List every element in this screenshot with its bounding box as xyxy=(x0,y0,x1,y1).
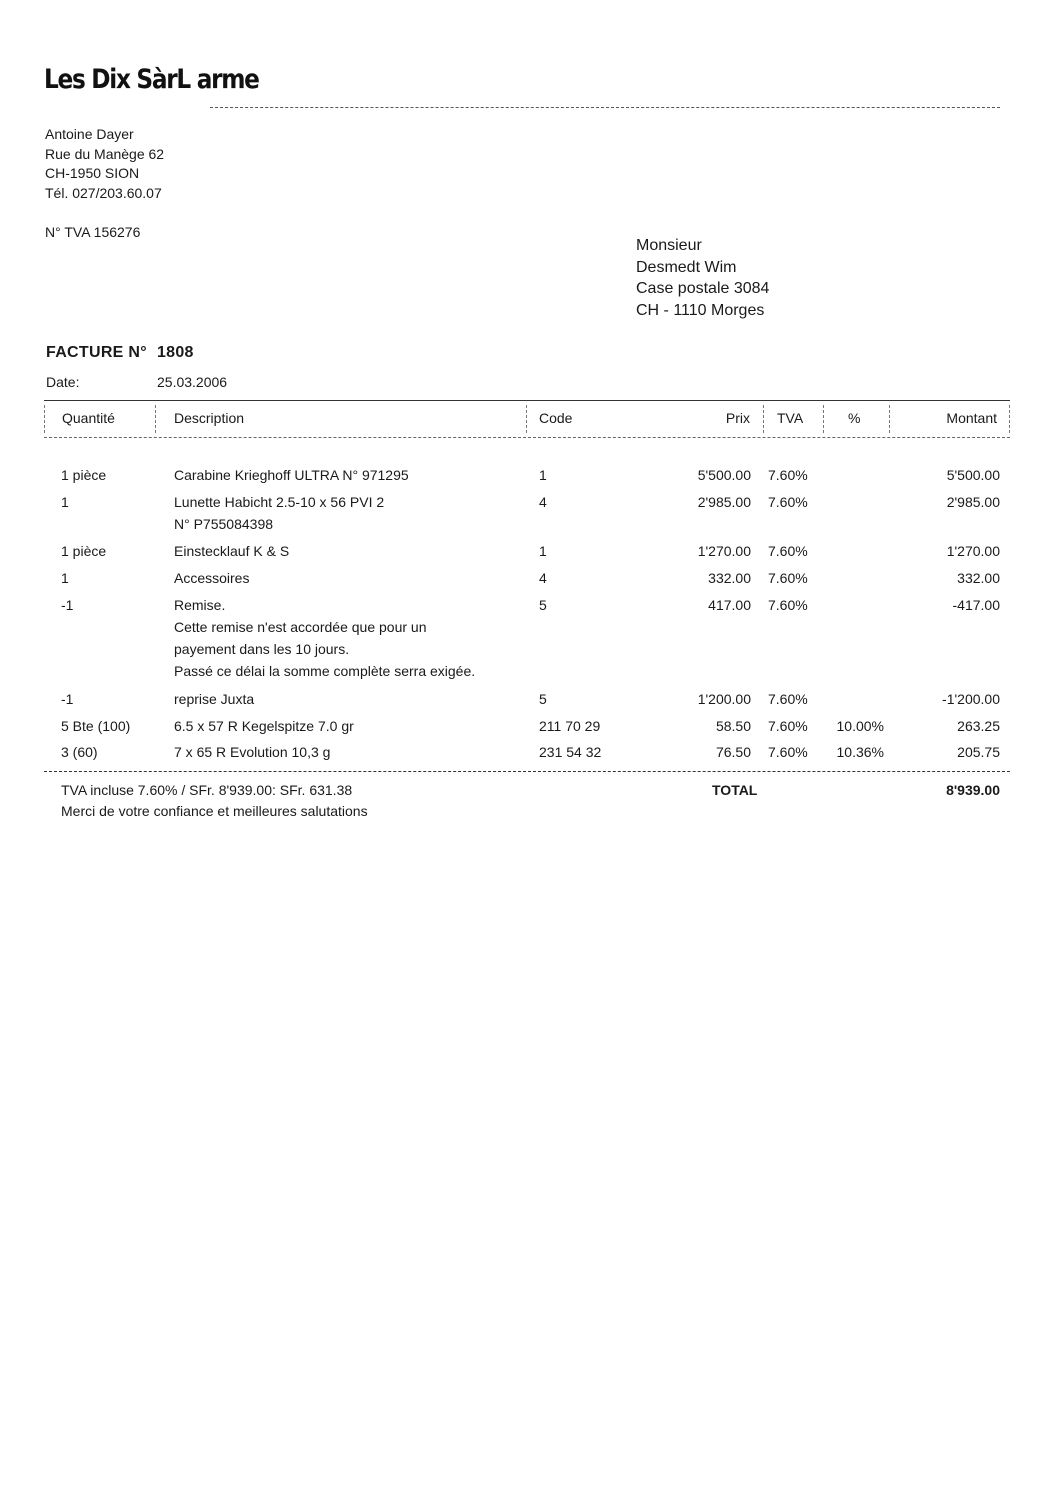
sender-name: Antoine Dayer xyxy=(45,126,134,142)
line-percent: 10.00% xyxy=(836,718,884,734)
vat-note: TVA incluse 7.60% / SFr. 8'939.00: SFr. 631.38 xyxy=(61,782,353,798)
sender-address xyxy=(45,125,164,203)
line-quantity: 1 xyxy=(61,570,69,586)
line-description: Remise. xyxy=(174,597,226,613)
line-amount: 1'270.00 xyxy=(946,543,1000,559)
line-amount: 332.00 xyxy=(957,570,1000,586)
line-vat: 7.60% xyxy=(768,597,808,613)
line-quantity: 1 xyxy=(61,494,69,510)
header-price: Prix xyxy=(725,410,750,426)
column-separator xyxy=(526,405,527,433)
line-vat: 7.60% xyxy=(768,543,808,559)
line-amount: -417.00 xyxy=(952,597,1000,613)
line-description: Accessoires xyxy=(174,570,250,586)
line-code: 211 70 29 xyxy=(539,718,601,734)
line-code: 5 xyxy=(539,597,547,613)
line-description: Lunette Habicht 2.5-10 x 56 PVI 2 xyxy=(174,494,385,510)
line-description: 6.5 x 57 R Kegelspitze 7.0 gr xyxy=(174,718,354,734)
header-vat: TVA xyxy=(777,410,804,426)
line-price: 1'270.00 xyxy=(697,543,751,559)
line-vat: 7.60% xyxy=(768,718,808,734)
line-code: 231 54 32 xyxy=(539,744,602,760)
line-amount: 2'985.00 xyxy=(946,494,1000,510)
line-quantity: 1 pièce xyxy=(61,467,107,483)
recipient-city: CH - 1110 Morges xyxy=(636,301,765,319)
line-description: Passé ce délai la somme complète serra exigée. xyxy=(174,663,476,679)
line-price: 58.50 xyxy=(715,718,751,734)
thanks-note: Merci de votre confiance et meilleures salutations xyxy=(61,803,368,819)
line-quantity: 1 pièce xyxy=(61,543,107,559)
line-price: 5'500.00 xyxy=(697,467,751,483)
sender-city: CH-1950 SION xyxy=(45,165,140,181)
invoice-date: 25.03.2006 xyxy=(157,374,228,390)
line-amount: -1'200.00 xyxy=(942,691,1000,707)
line-code: 1 xyxy=(539,543,547,559)
invoice-title xyxy=(46,344,194,362)
invoice-number: 1808 xyxy=(156,344,194,361)
line-description: Carabine Krieghoff ULTRA N° 971295 xyxy=(174,467,409,483)
table-bottom-divider xyxy=(44,771,1010,772)
line-vat: 7.60% xyxy=(768,744,808,760)
line-price: 1'200.00 xyxy=(697,691,751,707)
line-price: 332.00 xyxy=(708,570,751,586)
line-code: 4 xyxy=(539,570,547,586)
sender-phone: Tél. 027/203.60.07 xyxy=(45,184,162,201)
total-amount: 8'939.00 xyxy=(946,782,1000,798)
header-quantity: Quantité xyxy=(62,410,115,426)
line-quantity: 5 Bte (100) xyxy=(61,718,131,734)
column-separator xyxy=(763,405,764,433)
column-separator xyxy=(823,405,824,433)
line-amount: 263.25 xyxy=(957,718,1000,734)
line-vat: 7.60% xyxy=(768,691,808,707)
line-code: 4 xyxy=(539,494,547,510)
line-quantity: -1 xyxy=(61,597,74,613)
recipient-address xyxy=(636,235,769,321)
invoice-title-label: FACTURE N° xyxy=(46,344,147,361)
line-price: 417.00 xyxy=(708,597,751,613)
line-vat: 7.60% xyxy=(768,570,808,586)
sender-street: Rue du Manège 62 xyxy=(45,145,165,162)
recipient-name: Desmedt Wim xyxy=(636,258,737,276)
company-name: Les Dix SàrL arme xyxy=(44,64,259,95)
header-percent: % xyxy=(848,410,861,426)
column-separator xyxy=(155,405,156,433)
line-amount: 5'500.00 xyxy=(946,467,1000,483)
line-code: 1 xyxy=(539,467,547,483)
header-divider xyxy=(210,107,1000,108)
column-separator xyxy=(44,405,45,433)
header-code: Code xyxy=(539,410,573,426)
vat-number: N° TVA 156276 xyxy=(45,224,141,240)
recipient-salutation: Monsieur xyxy=(636,237,702,254)
line-price: 2'985.00 xyxy=(697,494,751,510)
column-separator xyxy=(1009,405,1010,433)
line-percent: 10.36% xyxy=(836,744,884,760)
line-description: N° P755084398 xyxy=(174,516,274,532)
line-quantity: 3 (60) xyxy=(61,744,98,760)
line-price: 76.50 xyxy=(715,744,751,760)
header-description: Description xyxy=(174,410,245,426)
recipient-po-box: Case postale 3084 xyxy=(636,280,770,297)
line-amount: 205.75 xyxy=(957,744,1000,760)
date-label: Date: xyxy=(46,374,80,390)
line-vat: 7.60% xyxy=(768,467,808,483)
line-description: Einstecklauf K & S xyxy=(174,543,290,559)
line-description: Cette remise n'est accordée que pour un xyxy=(174,619,427,635)
line-code: 5 xyxy=(539,691,547,707)
total-label: TOTAL xyxy=(712,782,758,798)
line-description: 7 x 65 R Evolution 10,3 g xyxy=(174,744,331,760)
line-description: reprise Juxta xyxy=(174,691,255,707)
line-quantity: -1 xyxy=(61,691,74,707)
header-amount: Montant xyxy=(946,410,997,426)
line-vat: 7.60% xyxy=(768,494,808,510)
line-description: payement dans les 10 jours. xyxy=(174,641,350,657)
